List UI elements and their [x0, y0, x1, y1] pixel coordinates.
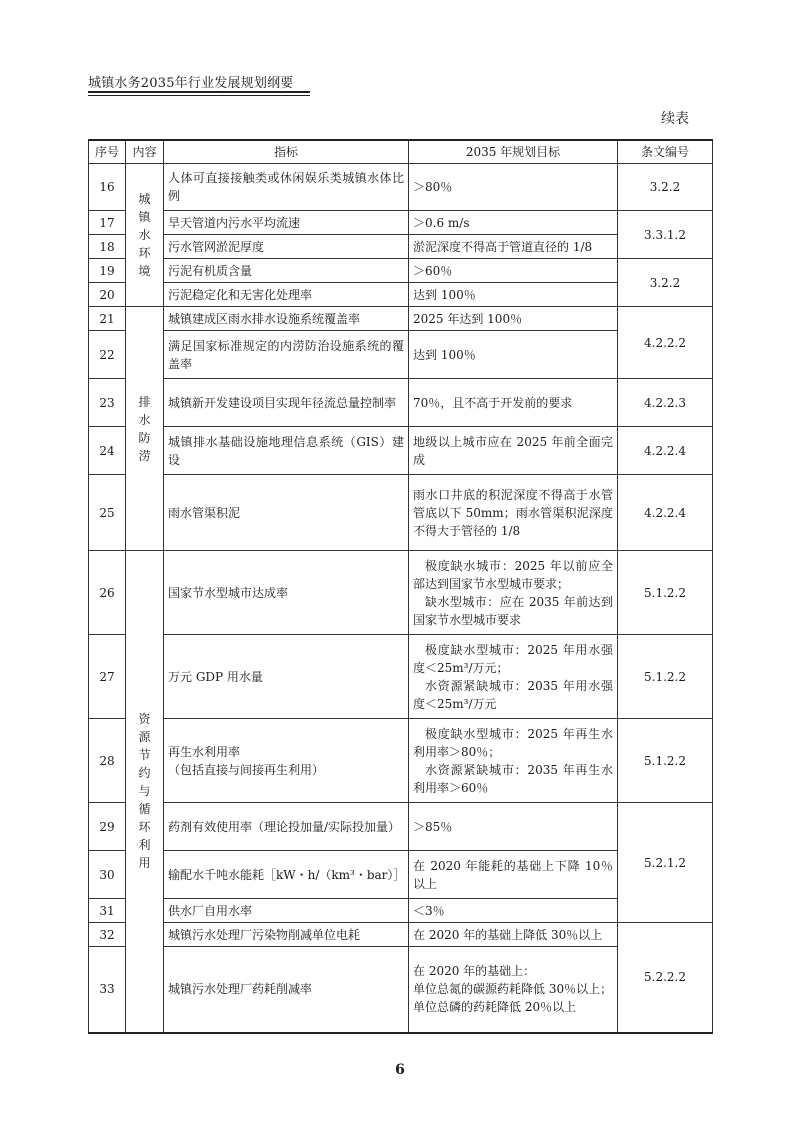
row-number: 30 [89, 851, 126, 899]
running-title: 城镇水务2035年行业发展规划纲要 [88, 76, 294, 91]
row-number: 16 [89, 164, 126, 211]
target-line: 极度缺水城市：2025 年以前应全部达到国家节水型城市要求； [413, 558, 613, 591]
row-number: 19 [89, 259, 126, 283]
target-cell: 2025 年达到 100％ [409, 307, 618, 331]
target-cell: 70％，且不高于开发前的要求 [409, 379, 618, 427]
row-number: 21 [89, 307, 126, 331]
indicator-cell: 污泥稳定化和无害化处理率 [164, 283, 409, 307]
indicator-cell: 城镇建成区雨水排水设施系统覆盖率 [164, 307, 409, 331]
indicator-cell: 污泥有机质含量 [164, 259, 409, 283]
table-row [89, 427, 713, 475]
target-line: 缺水型城市：应在 2035 年前达到国家节水型城市要求 [413, 594, 613, 627]
row-number: 23 [89, 379, 126, 427]
clause-cell: 4.2.2.4 [618, 475, 713, 551]
header-rule-thin [88, 95, 310, 96]
table-row [89, 307, 713, 331]
target-cell: 在 2020 年的基础上降低 30％以上 [409, 923, 618, 947]
clause-cell: 4.2.2.2 [618, 307, 713, 379]
category-label: 城 镇 水 环 境 [138, 192, 151, 278]
indicator-cell: 污水管网淤泥厚度 [164, 235, 409, 259]
indicator-cell: 供水厂自用水率 [164, 899, 409, 923]
table-row [89, 923, 713, 947]
row-number: 26 [89, 551, 126, 635]
indicator-cell: 国家节水型城市达成率 [164, 551, 409, 635]
target-cell [409, 719, 618, 803]
target-cell: 淤泥深度不得高于管道直径的 1/8 [409, 235, 618, 259]
target-line: 水资源紧缺城市：2035 年再生水利用率＞60％ [413, 762, 613, 795]
column-header: 序号 [89, 140, 126, 164]
target-cell: ＞85％ [409, 803, 618, 851]
row-number: 17 [89, 211, 126, 235]
row-number: 20 [89, 283, 126, 307]
table-row [89, 211, 713, 235]
indicator-cell: 满足国家标准规定的内涝防治设施系统的覆盖率 [164, 331, 409, 379]
target-cell [409, 635, 618, 719]
row-number: 27 [89, 635, 126, 719]
category-label: 排 水 防 涝 [138, 394, 151, 463]
column-header: 2035 年规划目标 [409, 140, 618, 164]
indicator-cell: 万元 GDP 用水量 [164, 635, 409, 719]
target-cell: ＞80％ [409, 164, 618, 211]
clause-cell: 3.2.2 [618, 259, 713, 307]
column-header: 条文编号 [618, 140, 713, 164]
target-cell [409, 947, 618, 1033]
header-rule [88, 91, 310, 93]
target-line: 单位总氮的碳源药耗降低 30％以上； [413, 982, 613, 997]
row-number: 18 [89, 235, 126, 259]
target-line: 在 2020 年的基础上： [413, 964, 536, 979]
indicator-cell: 雨水管渠积泥 [164, 475, 409, 551]
row-number: 28 [89, 719, 126, 803]
column-header: 指标 [164, 140, 409, 164]
indicator-table [88, 139, 713, 1034]
clause-cell: 3.2.2 [618, 164, 713, 211]
target-line: 极度缺水型城市：2025 年再生水利用率＞80％； [413, 726, 613, 759]
target-cell [409, 551, 618, 635]
clause-cell: 4.2.2.4 [618, 427, 713, 475]
indicator-cell: 城镇污水处理厂药耗削减率 [164, 947, 409, 1033]
indicator-cell: 城镇排水基础设施地理信息系统（GIS）建设 [164, 427, 409, 475]
indicator-cell: 药剂有效使用率（理论投加量/实际投加量） [164, 803, 409, 851]
table-row [89, 803, 713, 851]
target-cell: 雨水口井底的积泥深度不得高于水管管底以下 50mm；雨水管渠积泥深度不得大于管径的 1/8 [409, 475, 618, 551]
table-row [89, 379, 713, 427]
clause-cell: 5.2.2.2 [618, 923, 713, 1033]
category-cell [126, 551, 164, 1033]
row-number: 33 [89, 947, 126, 1033]
category-cell [126, 164, 164, 307]
indicator-cell: 输配水千吨水能耗［kW・h/（km³・bar）］ [164, 851, 409, 899]
indicator-cell: 旱天管道内污水平均流速 [164, 211, 409, 235]
table-row [89, 719, 713, 803]
row-number: 32 [89, 923, 126, 947]
clause-cell: 3.3.1.2 [618, 211, 713, 259]
clause-cell: 4.2.2.3 [618, 379, 713, 427]
indicator-cell: 再生水利用率 （包括直接与间接再生利用） [164, 719, 409, 803]
target-line: 水资源紧缺城市：2035 年用水强度＜25m³/万元 [413, 678, 613, 711]
indicator-cell: 城镇污水处理厂污染物削减单位电耗 [164, 923, 409, 947]
clause-cell: 5.1.2.2 [618, 551, 713, 635]
table-row [89, 551, 713, 635]
page-number: 6 [395, 1062, 405, 1078]
table-row [89, 164, 713, 211]
row-number: 31 [89, 899, 126, 923]
indicator-cell: 城镇新开发建设项目实现年径流总量控制率 [164, 379, 409, 427]
target-cell: 达到 100％ [409, 283, 618, 307]
row-number: 25 [89, 475, 126, 551]
table-row [89, 635, 713, 719]
indicator-cell: 人体可直接接触类或休闲娱乐类城镇水体比例 [164, 164, 409, 211]
clause-cell: 5.1.2.2 [618, 635, 713, 719]
target-cell: ＜3％ [409, 899, 618, 923]
target-cell: 在 2020 年能耗的基础上下降 10％以上 [409, 851, 618, 899]
row-number: 29 [89, 803, 126, 851]
target-cell: 达到 100％ [409, 331, 618, 379]
table-row [89, 475, 713, 551]
category-label: 资 源 节 约 与 循 环 利 用 [138, 712, 151, 871]
table-header-row [89, 140, 713, 164]
row-number: 22 [89, 331, 126, 379]
row-number: 24 [89, 427, 126, 475]
target-line: 单位总磷的药耗降低 20％以上 [413, 1000, 577, 1015]
clause-cell: 5.1.2.2 [618, 719, 713, 803]
continued-label: 续表 [661, 111, 689, 127]
table-row [89, 259, 713, 283]
target-cell: ＞0.6 m/s [409, 211, 618, 235]
clause-cell: 5.2.1.2 [618, 803, 713, 923]
target-cell: ＞60％ [409, 259, 618, 283]
target-line: 极度缺水型城市：2025 年用水强度＜25m³/万元； [413, 642, 613, 675]
column-header: 内容 [126, 140, 164, 164]
target-cell: 地级以上城市应在 2025 年前全面完成 [409, 427, 618, 475]
category-cell [126, 307, 164, 551]
